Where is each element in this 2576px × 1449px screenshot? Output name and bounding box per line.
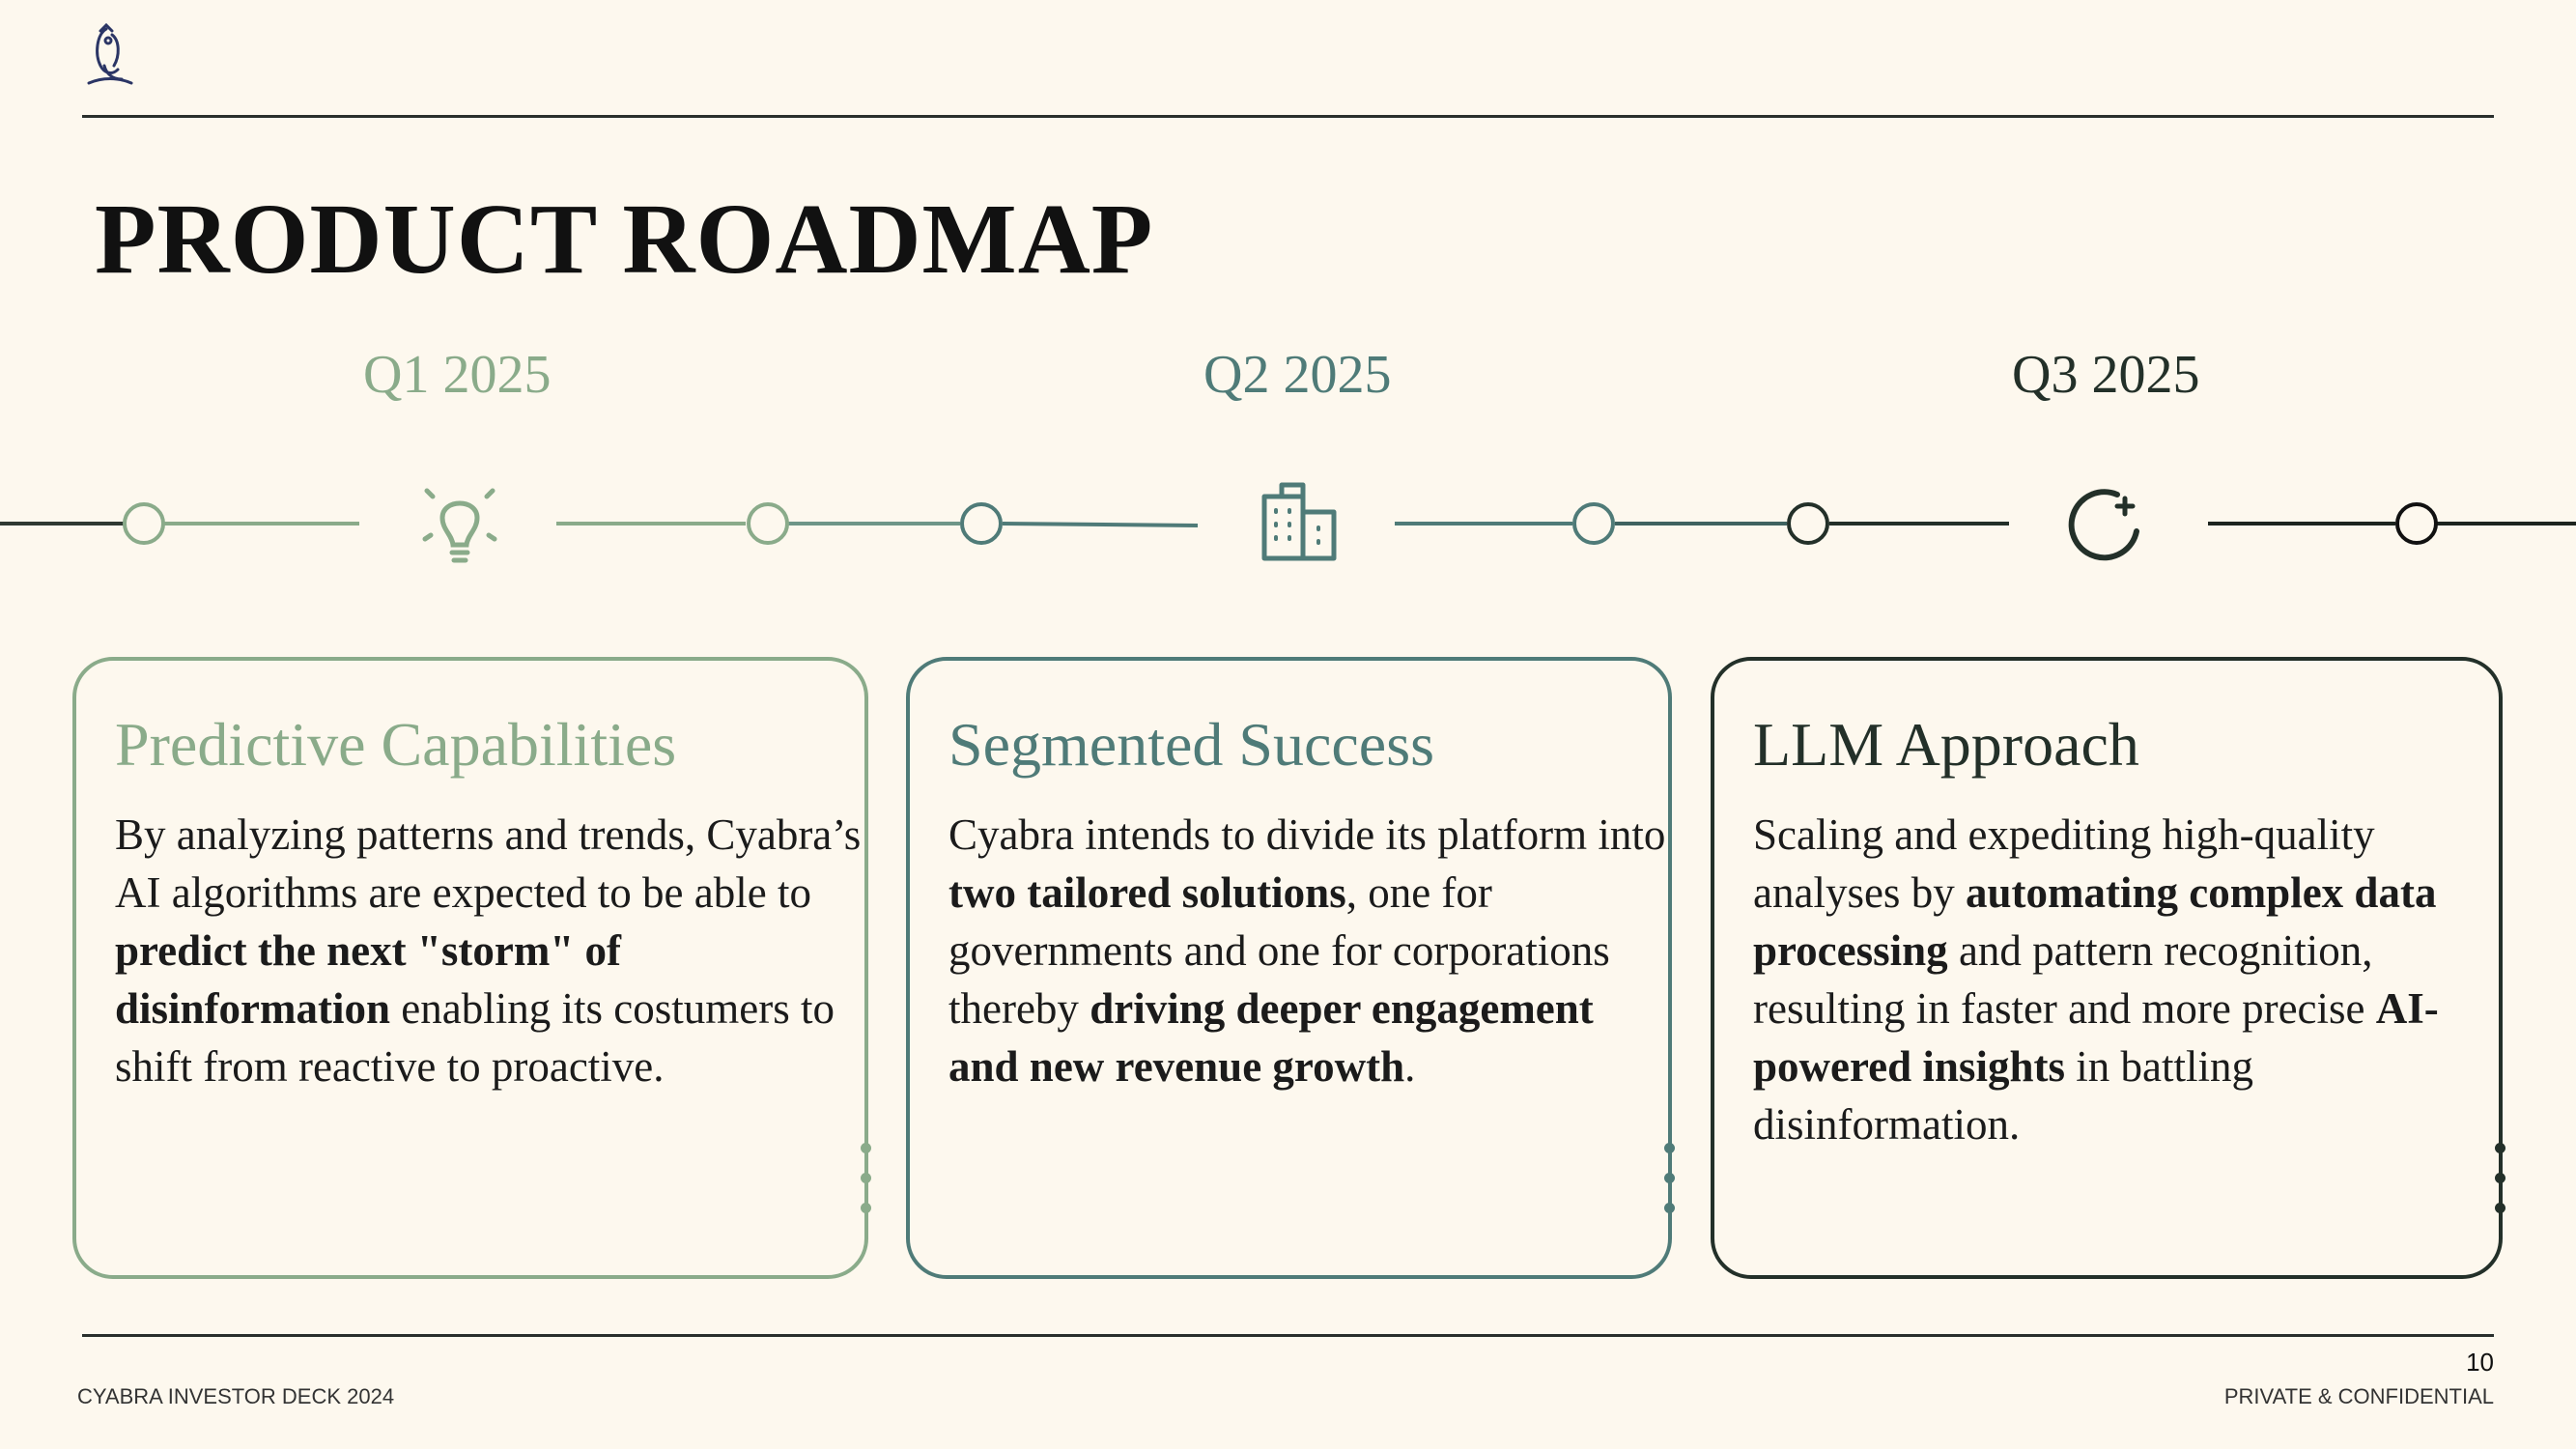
page-title: PRODUCT ROADMAP	[95, 184, 1154, 295]
card-body	[948, 806, 1668, 1095]
timeline-node	[2397, 504, 2436, 543]
roadmap-timeline	[0, 464, 2576, 580]
lightbulb-icon	[425, 491, 495, 560]
text-run: , one for governments and one for corporations thereby	[948, 868, 1610, 1033]
timeline-node	[749, 504, 787, 543]
text-run: and pattern recognition, resulting in faster and more precise	[1753, 926, 2376, 1033]
timeline-node	[1574, 504, 1613, 543]
roadmap-card-segmented	[906, 657, 1672, 1279]
text-run: Scaling and expediting high-quality analyses by	[1753, 810, 2375, 917]
bold-text: two tailored solutions	[948, 868, 1346, 917]
text-run: in battling disinformation.	[1753, 1042, 2253, 1149]
footer-divider	[82, 1334, 2494, 1337]
footer-deck-title: CYABRA INVESTOR DECK 2024	[77, 1384, 395, 1408]
building-icon	[1264, 485, 1334, 558]
text-run: enabling its costumers to shift from reactive to proactive.	[115, 984, 835, 1091]
quarter-label-q3: Q3 2025	[2012, 345, 2200, 405]
text-run: .	[1404, 1042, 1416, 1091]
card-corner-dots	[2495, 1143, 2506, 1233]
text-run: Cyabra intends to divide its platform into	[948, 810, 1666, 859]
timeline-node	[125, 504, 163, 543]
card-title: Predictive Capabilities	[115, 710, 677, 779]
card-corner-dots	[1664, 1143, 1676, 1233]
quarter-label-q1: Q1 2025	[363, 345, 552, 405]
card-title: Segmented Success	[948, 710, 1434, 779]
roadmap-card-predictive	[72, 657, 868, 1279]
page-number: 10	[2466, 1348, 2494, 1377]
owl-logo-icon	[83, 21, 137, 91]
bold-text: predict the next "storm" of disinformation	[115, 926, 622, 1033]
card-body	[1753, 806, 2499, 1153]
card-corner-dots	[861, 1143, 872, 1233]
timeline-node	[1789, 504, 1827, 543]
card-title: LLM Approach	[1753, 710, 2139, 779]
sparkle-refresh-icon	[2072, 492, 2137, 557]
bold-text: automating complex data processing	[1753, 868, 2437, 975]
timeline-segment	[1003, 524, 1198, 526]
roadmap-card-llm	[1711, 657, 2503, 1279]
header-divider	[82, 115, 2494, 118]
bold-text: AI-powered insights	[1753, 984, 2439, 1091]
footer-confidential: PRIVATE & CONFIDENTIAL	[2223, 1384, 2494, 1408]
timeline-node	[962, 504, 1001, 543]
bold-text: driving deeper engagement and new revenue growth	[948, 984, 1594, 1091]
quarter-label-q2: Q2 2025	[1203, 345, 1392, 405]
card-body	[115, 806, 864, 1095]
text-run: By analyzing patterns and trends, Cyabra’s AI algorithms are expected to be able to	[115, 810, 862, 917]
